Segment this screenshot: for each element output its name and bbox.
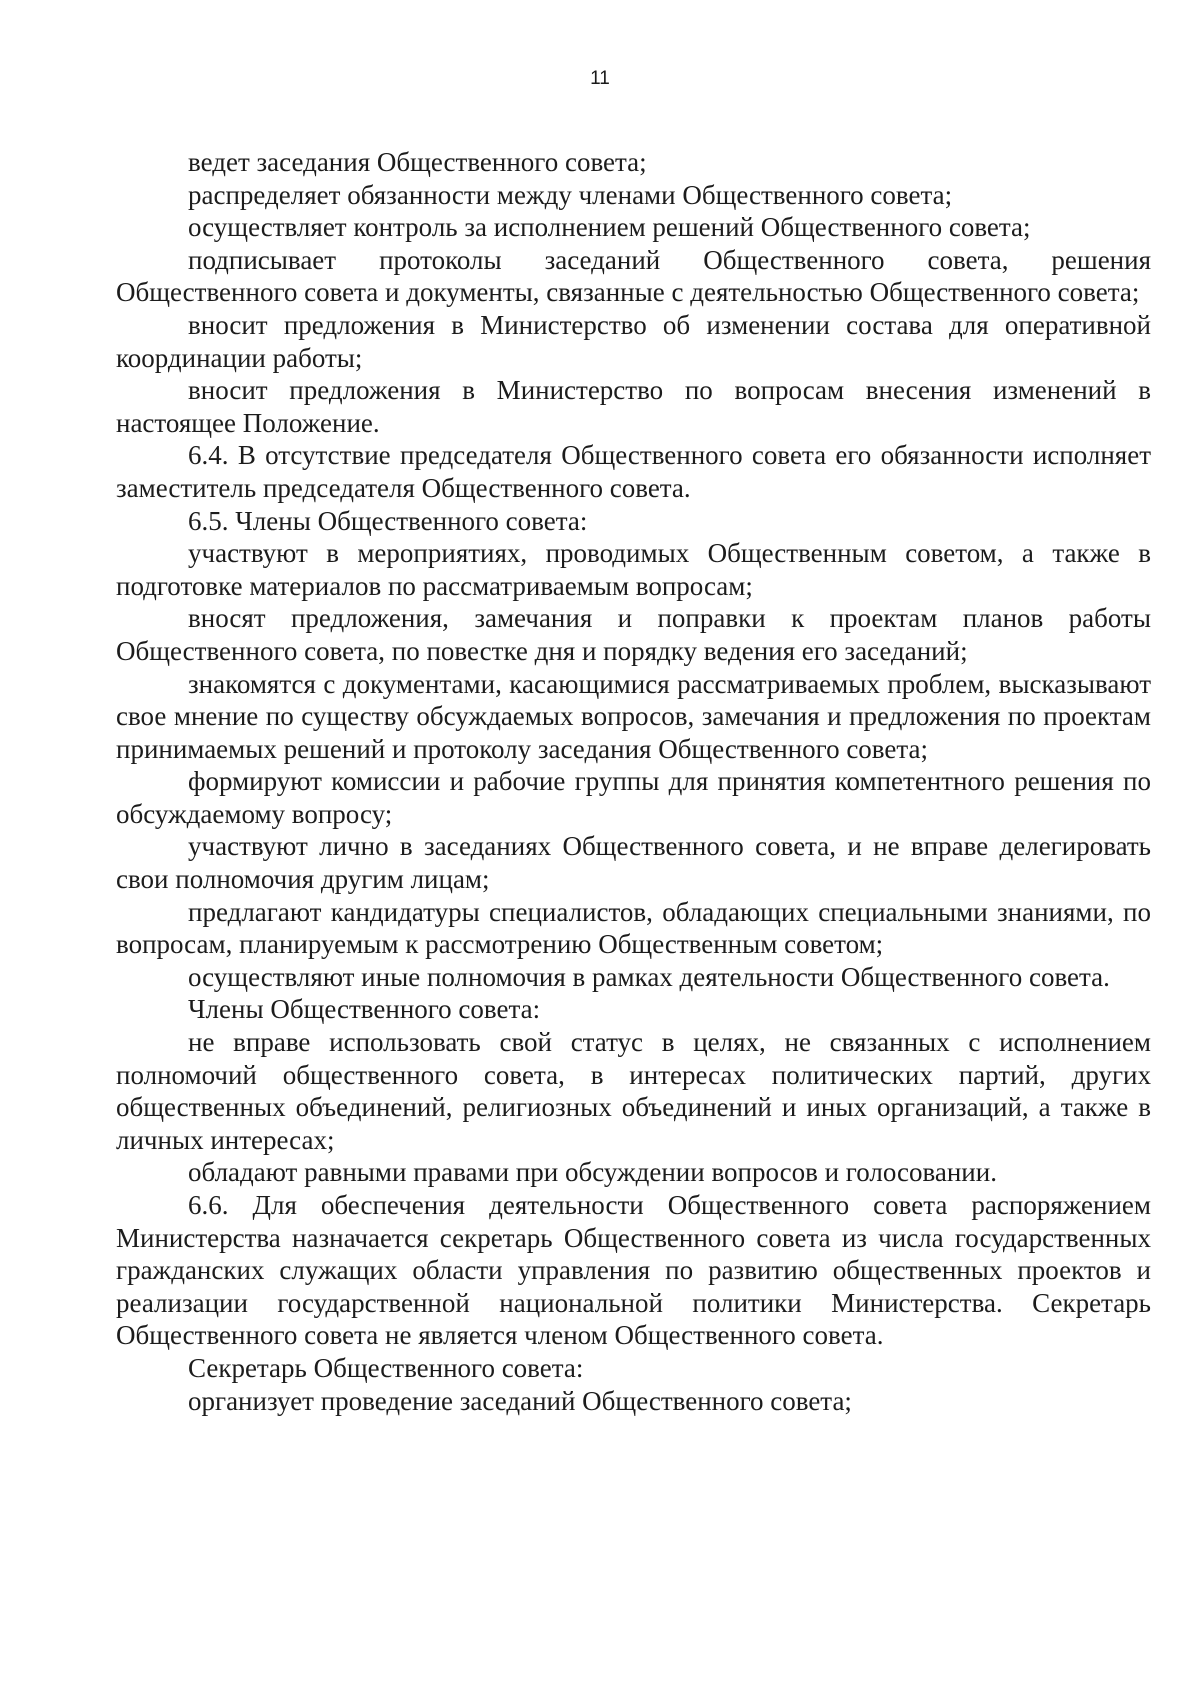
paragraph: участвуют лично в заседаниях Общественного совета, и не вправе делегировать свои полномочия другим лицам; [116, 831, 1151, 895]
paragraph: предлагают кандидатуры специалистов, обладающих специальными знаниями, по вопросам, планируемым к рассмотрению Общественным советом; [116, 896, 1151, 960]
paragraph: организует проведение заседаний Общественного совета; [188, 1385, 852, 1416]
paragraph: Члены Общественного совета: [188, 994, 541, 1025]
paragraph: ведет заседания Общественного совета; [188, 147, 647, 177]
paragraph: 6.5. Члены Общественного совета: [188, 505, 588, 536]
paragraph: подписывает протоколы заседаний Общественного совета, решения Общественного совета и документы, связанные с деятельностью Общественного совета; [116, 244, 1151, 308]
paragraph: 6.6. Для обеспечения деятельности Общественного совета распоряжением Министерства назначается секретарь Общественного совета из числа государственных гражданских служащих области управления по развитию общественных проектов и реализации государственной национальной политики Министерства. Секретарь Общественного совета не является членом Общественного совета. [116, 1190, 1151, 1351]
paragraph: 6.4. В отсутствие председателя Общественного совета его обязанности исполняет заместитель председателя Общественного совета. [116, 440, 1151, 503]
page-number: 11 [590, 68, 610, 89]
paragraph: формируют комиссии и рабочие группы для принятия компетентного решения по обсуждаемому вопросу; [116, 766, 1151, 829]
paragraph: не вправе использовать свой статус в целях, не связанных с исполнением полномочий общественного совета, в интересах политических партий, других общественных объединений, религиозных объединений и иных организаций, а также в личных интересах; [116, 1027, 1151, 1155]
paragraph: знакомятся с документами, касающимися рассматриваемых проблем, высказывают свое мнение по существу обсуждаемых вопросов, замечания и предложения по проектам принимаемых решений и протоколу заседания Общественного совета; [116, 668, 1151, 764]
paragraph: вносит предложения в Министерство по вопросам внесения изменений в настоящее Положение. [116, 375, 1151, 438]
document-body [116, 146, 1151, 1417]
paragraph: осуществляет контроль за исполнением решений Общественного совета; [188, 212, 1031, 243]
paragraph: обладают равными правами при обсуждении вопросов и голосовании. [188, 1157, 997, 1188]
paragraph: вносит предложения в Министерство об изменении состава для оперативной координации работы; [116, 309, 1151, 373]
paragraph: вносят предложения, замечания и поправки к проектам планов работы Общественного совета, по повестке дня и порядку ведения его заседаний; [116, 603, 1151, 666]
paragraph: Секретарь Общественного совета: [188, 1352, 584, 1383]
paragraph: участвуют в мероприятиях, проводимых Общественным советом, а также в подготовке материалов по рассматриваемым вопросам; [116, 538, 1151, 601]
paragraph: распределяет обязанности между членами Общественного совета; [188, 179, 953, 210]
paragraph: осуществляют иные полномочия в рамках деятельности Общественного совета. [188, 961, 1110, 992]
